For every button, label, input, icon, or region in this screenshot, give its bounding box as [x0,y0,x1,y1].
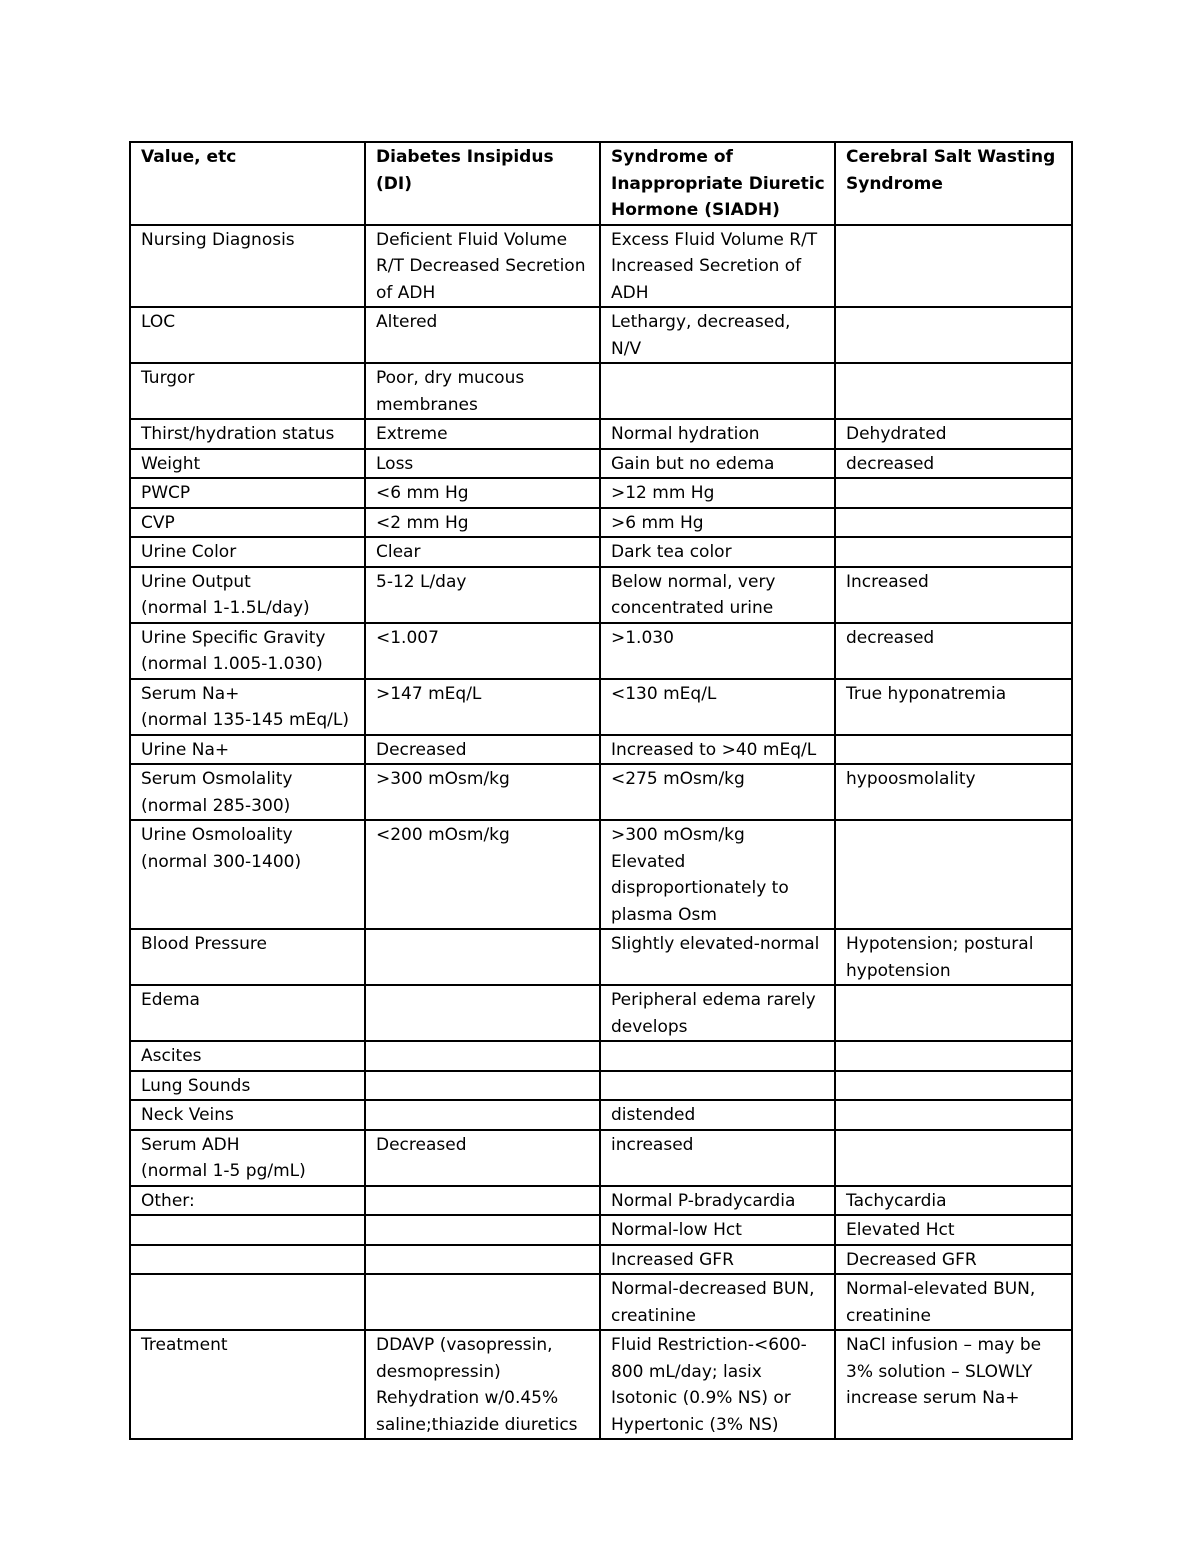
table-cell-di: 5-12 L/day [365,567,600,623]
comparison-table [129,141,1073,1440]
table-cell-parameter: Urine Color [130,537,365,567]
header-cell-csws: Cerebral Salt Wasting Syndrome [835,142,1072,225]
table-cell-siadh: Peripheral edema rarely develops [600,985,835,1041]
table-cell-csws [835,985,1072,1041]
table-row [130,679,1072,735]
table-cell-parameter: Urine Specific Gravity (normal 1.005-1.030) [130,623,365,679]
table-cell-siadh: <130 mEq/L [600,679,835,735]
table-cell-siadh: Increased GFR [600,1245,835,1275]
table-cell-siadh: Normal hydration [600,419,835,449]
table-row [130,1100,1072,1130]
table-cell-di: Decreased [365,1130,600,1186]
table-cell-parameter: LOC [130,307,365,363]
table-cell-parameter: PWCP [130,478,365,508]
table-cell-di: Decreased [365,735,600,765]
table-cell-parameter: Treatment [130,1330,365,1439]
table-cell-di [365,929,600,985]
table-row [130,1274,1072,1330]
table-cell-di: <6 mm Hg [365,478,600,508]
table-cell-csws: Hypotension; postural hypotension [835,929,1072,985]
header-cell-value: Value, etc [130,142,365,225]
table-cell-csws: Tachycardia [835,1186,1072,1216]
table-row [130,419,1072,449]
table-cell-siadh: distended [600,1100,835,1130]
table-cell-csws: decreased [835,449,1072,479]
table-cell-di: <1.007 [365,623,600,679]
table-cell-parameter: Thirst/hydration status [130,419,365,449]
table-cell-csws: Decreased GFR [835,1245,1072,1275]
table-cell-siadh: Gain but no edema [600,449,835,479]
table-cell-siadh [600,1071,835,1101]
table-cell-di [365,1041,600,1071]
table-row [130,985,1072,1041]
table-cell-parameter: Ascites [130,1041,365,1071]
table-cell-di: Clear [365,537,600,567]
table-cell-csws: Dehydrated [835,419,1072,449]
table-cell-siadh: Excess Fluid Volume R/T Increased Secretion of ADH [600,225,835,308]
table-row [130,508,1072,538]
table-cell-siadh: >300 mOsm/kg Elevated disproportionately to plasma Osm [600,820,835,929]
table-row [130,537,1072,567]
table-cell-siadh: Increased to >40 mEq/L [600,735,835,765]
table-cell-parameter: Serum Na+ (normal 135-145 mEq/L) [130,679,365,735]
table-cell-siadh: <275 mOsm/kg [600,764,835,820]
table-row [130,623,1072,679]
table-cell-parameter: Blood Pressure [130,929,365,985]
table-cell-di: >300 mOsm/kg [365,764,600,820]
table-cell-parameter: Urine Output (normal 1-1.5L/day) [130,567,365,623]
table-cell-parameter: Turgor [130,363,365,419]
header-cell-siadh: Syndrome of Inappropriate Diuretic Hormone (SIADH) [600,142,835,225]
table-cell-di [365,1245,600,1275]
table-cell-parameter: Urine Osmoloality (normal 300-1400) [130,820,365,929]
table-cell-csws [835,307,1072,363]
table-row [130,567,1072,623]
table-row [130,1330,1072,1439]
table-row [130,820,1072,929]
table-row [130,1041,1072,1071]
table-row [130,1071,1072,1101]
table-cell-di: Altered [365,307,600,363]
table-row [130,449,1072,479]
table-cell-parameter: Serum ADH (normal 1-5 pg/mL) [130,1130,365,1186]
table-cell-parameter: Neck Veins [130,1100,365,1130]
table-cell-di [365,1215,600,1245]
table-cell-di: Deficient Fluid Volume R/T Decreased Secretion of ADH [365,225,600,308]
table-row [130,929,1072,985]
table-cell-parameter: Lung Sounds [130,1071,365,1101]
table-cell-csws: Increased [835,567,1072,623]
table-row [130,1130,1072,1186]
table-cell-siadh: increased [600,1130,835,1186]
table-row [130,764,1072,820]
table-cell-csws [835,1100,1072,1130]
table-row [130,1186,1072,1216]
table-cell-csws: Elevated Hct [835,1215,1072,1245]
table-cell-siadh: Fluid Restriction-<600-800 mL/day; lasix Isotonic (0.9% NS) or Hypertonic (3% NS) [600,1330,835,1439]
table-cell-csws [835,1071,1072,1101]
table-cell-siadh: Normal P-bradycardia [600,1186,835,1216]
table-cell-parameter [130,1245,365,1275]
table-cell-parameter: Edema [130,985,365,1041]
table-cell-parameter [130,1215,365,1245]
table-cell-siadh: Lethargy, decreased, N/V [600,307,835,363]
table-cell-di: Extreme [365,419,600,449]
table-cell-di: Poor, dry mucous membranes [365,363,600,419]
table-cell-siadh: Slightly elevated-normal [600,929,835,985]
table-cell-siadh: Dark tea color [600,537,835,567]
table-cell-di: Loss [365,449,600,479]
table-cell-parameter: Serum Osmolality (normal 285-300) [130,764,365,820]
table-body [130,225,1072,1440]
table-row [130,1245,1072,1275]
table-cell-siadh: Below normal, very concentrated urine [600,567,835,623]
table-cell-di [365,985,600,1041]
table-row [130,735,1072,765]
table-cell-csws: NaCl infusion – may be 3% solution – SLOWLY increase serum Na+ [835,1330,1072,1439]
table-cell-csws [835,225,1072,308]
table-cell-di: <2 mm Hg [365,508,600,538]
table-cell-parameter: Nursing Diagnosis [130,225,365,308]
table-cell-di [365,1186,600,1216]
table-cell-siadh [600,363,835,419]
table-cell-csws [835,820,1072,929]
table-cell-csws [835,363,1072,419]
table-cell-di: DDAVP (vasopressin, desmopressin) Rehydration w/0.45% saline;thiazide diuretics [365,1330,600,1439]
table-cell-csws [835,537,1072,567]
table-cell-siadh: >1.030 [600,623,835,679]
table-cell-di [365,1071,600,1101]
table-cell-csws [835,735,1072,765]
table-cell-csws: True hyponatremia [835,679,1072,735]
table-cell-csws: Normal-elevated BUN, creatinine [835,1274,1072,1330]
table-cell-parameter: CVP [130,508,365,538]
table-row [130,307,1072,363]
table-cell-siadh [600,1041,835,1071]
table-row [130,1215,1072,1245]
table-cell-csws [835,508,1072,538]
table-cell-csws [835,1041,1072,1071]
table-cell-csws: hypoosmolality [835,764,1072,820]
table-cell-siadh: Normal-low Hct [600,1215,835,1245]
header-cell-di: Diabetes Insipidus (DI) [365,142,600,225]
table-header [130,142,1072,225]
table-cell-di: <200 mOsm/kg [365,820,600,929]
table-cell-siadh: >12 mm Hg [600,478,835,508]
table-cell-parameter: Weight [130,449,365,479]
table-cell-parameter: Other: [130,1186,365,1216]
table-cell-di [365,1100,600,1130]
table-cell-csws: decreased [835,623,1072,679]
table-cell-siadh: >6 mm Hg [600,508,835,538]
table-cell-csws [835,478,1072,508]
table-row [130,478,1072,508]
table-cell-parameter: Urine Na+ [130,735,365,765]
table-cell-di [365,1274,600,1330]
table-cell-di: >147 mEq/L [365,679,600,735]
table-row [130,363,1072,419]
table-cell-csws [835,1130,1072,1186]
table-cell-siadh: Normal-decreased BUN, creatinine [600,1274,835,1330]
table-row [130,225,1072,308]
table-cell-parameter [130,1274,365,1330]
header-row [130,142,1072,225]
